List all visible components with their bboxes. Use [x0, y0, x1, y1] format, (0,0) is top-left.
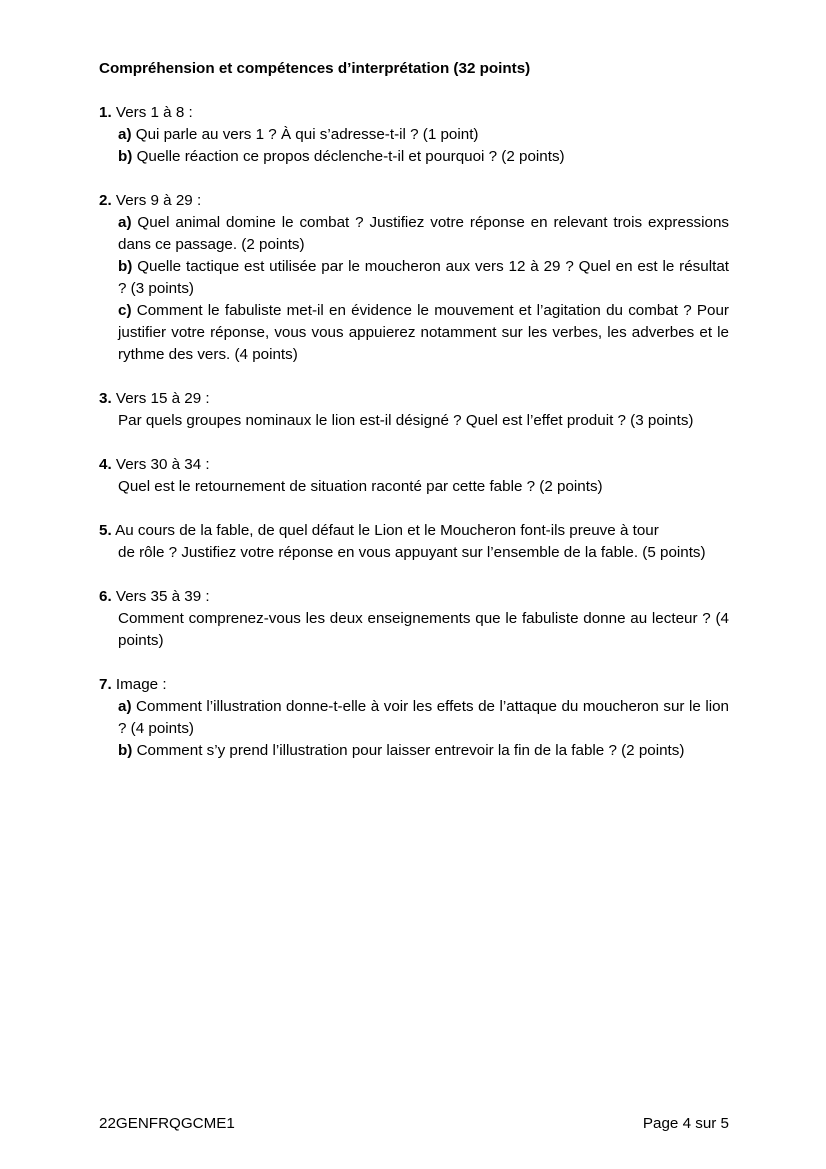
sub-question [118, 740, 729, 762]
question-heading [99, 454, 729, 476]
question-heading-text: Vers 30 à 34 : [115, 456, 210, 473]
sub-question-text: Comment le fabuliste met-il en évidence le mouvement et l’agitation du combat ? Pour justifier votre réponse, vous vous appuierez notamment sur les verbes, les adverbes et le rythme des vers. (4 points) [118, 302, 729, 363]
question-number: 3. [99, 390, 112, 407]
sub-question-label: c) [118, 302, 132, 319]
question-4 [99, 454, 729, 498]
sub-question-text: Comment l’illustration donne-t-elle à voir les effets de l’attaque du moucheron sur le lion ? (4 points) [118, 698, 729, 737]
sub-question-label: b) [118, 148, 133, 165]
sub-question-label: a) [118, 126, 132, 143]
question-body: Comment comprenez-vous les deux enseignements que le fabuliste donne au lecteur ? (4 points) [118, 610, 729, 649]
question-body: de rôle ? Justifiez votre réponse en vous appuyant sur l’ensemble de la fable. (5 points) [118, 544, 706, 561]
question-1 [99, 102, 729, 168]
question-heading [99, 586, 729, 608]
question-body: Quel est le retournement de situation raconté par cette fable ? (2 points) [118, 478, 603, 495]
sub-question-text: Qui parle au vers 1 ? À qui s’adresse-t-il ? (1 point) [135, 126, 479, 143]
document-code: 22GENFRQGCME1 [99, 1115, 235, 1132]
sub-question-text: Comment s’y prend l’illustration pour laisser entrevoir la fin de la fable ? (2 points) [136, 742, 685, 759]
sub-question [118, 300, 729, 366]
section-title: Compréhension et compétences d’interprétation (32 points) [99, 60, 531, 77]
question-heading [99, 674, 729, 696]
question-number: 2. [99, 192, 112, 209]
sub-question [118, 696, 729, 740]
question-3 [99, 388, 729, 432]
question-heading-text: Image : [115, 676, 167, 693]
sub-question [118, 146, 729, 168]
question-5 [99, 520, 729, 564]
question-body [99, 124, 729, 168]
question-7 [99, 674, 729, 762]
document-page [99, 58, 729, 784]
question-body [99, 212, 729, 366]
sub-question-text: Quelle réaction ce propos déclenche-t-il et pourquoi ? (2 points) [136, 148, 565, 165]
sub-question [118, 124, 729, 146]
sub-question-label: a) [118, 698, 132, 715]
question-number: 5. [99, 522, 112, 539]
sub-question [118, 212, 729, 256]
sub-question-label: a) [118, 214, 132, 231]
question-heading-text: Vers 1 à 8 : [115, 104, 193, 121]
sub-question-text: Quelle tactique est utilisée par le moucheron aux vers 12 à 29 ? Quel en est le résultat ? (3 points) [118, 258, 729, 297]
question-number: 4. [99, 456, 112, 473]
question-heading-text: Vers 9 à 29 : [115, 192, 202, 209]
question-heading [99, 520, 729, 542]
question-number: 7. [99, 676, 112, 693]
question-body [99, 696, 729, 762]
question-body: Par quels groupes nominaux le lion est-il désigné ? Quel est l’effet produit ? (3 points) [118, 412, 694, 429]
page-footer [99, 1114, 729, 1134]
question-2 [99, 190, 729, 366]
page-number: Page 4 sur 5 [642, 1115, 729, 1132]
question-heading [99, 388, 729, 410]
question-heading-text: Vers 15 à 29 : [115, 390, 210, 407]
question-6 [99, 586, 729, 652]
sub-question-text: Quel animal domine le combat ? Justifiez votre réponse en relevant trois expressions dans ce passage. (2 points) [118, 214, 729, 253]
question-heading-text: Vers 35 à 39 : [115, 588, 210, 605]
question-heading [99, 102, 729, 124]
question-number: 6. [99, 588, 112, 605]
sub-question-label: b) [118, 742, 133, 759]
sub-question [118, 256, 729, 300]
sub-question-label: b) [118, 258, 133, 275]
question-number: 1. [99, 104, 112, 121]
question-heading-text: Au cours de la fable, de quel défaut le Lion et le Moucheron font-ils preuve à tour [115, 522, 659, 539]
question-heading [99, 190, 729, 212]
